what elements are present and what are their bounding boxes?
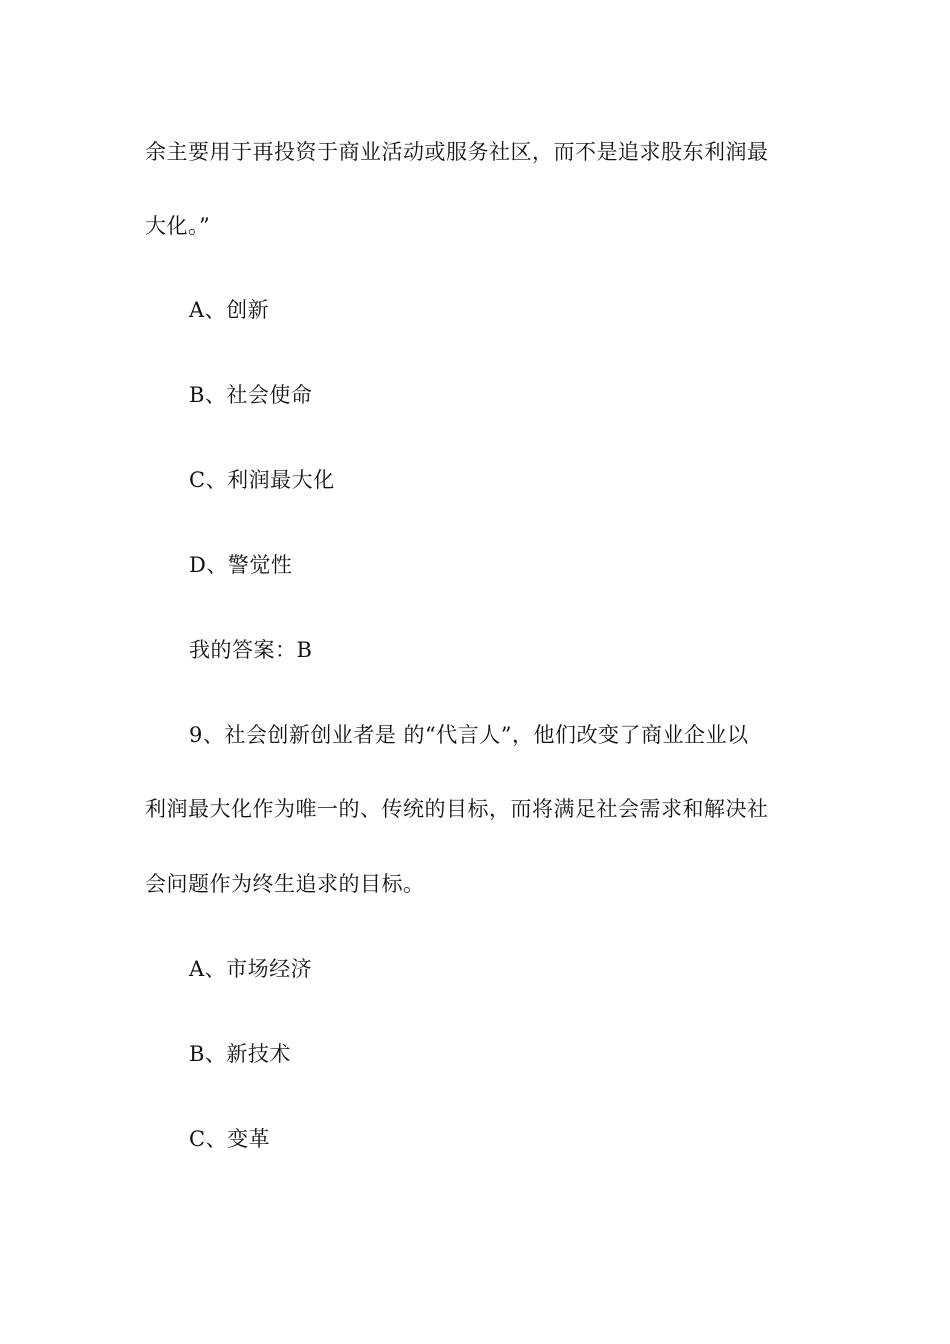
question-8-option-b: B、社会使命 [189,383,313,407]
question-9-stem-line-3: 会问题作为终生追求的目标。 [145,872,425,896]
question-8-stem-line-2: 大化。” [145,214,211,238]
question-8-option-a: A、创新 [189,298,270,322]
question-9-stem-line-1: 9、社会创新创业者是 的“代言人”，他们改变了商业企业以 [189,723,749,747]
question-8-option-d: D、警觉性 [189,553,293,577]
question-8-stem-line-1: 余主要用于再投资于商业活动或服务社区，而不是追求股东利润最 [145,140,769,164]
question-9-option-c: C、变革 [189,1127,271,1151]
question-8-option-c: C、利润最大化 [189,468,335,492]
question-8-my-answer: 我的答案：B [189,638,313,662]
question-9-stem-line-2: 利润最大化作为唯一的、传统的目标，而将满足社会需求和解决社 [145,797,769,821]
question-9-option-b: B、新技术 [189,1042,291,1066]
question-9-option-a: A、市场经济 [189,957,313,981]
